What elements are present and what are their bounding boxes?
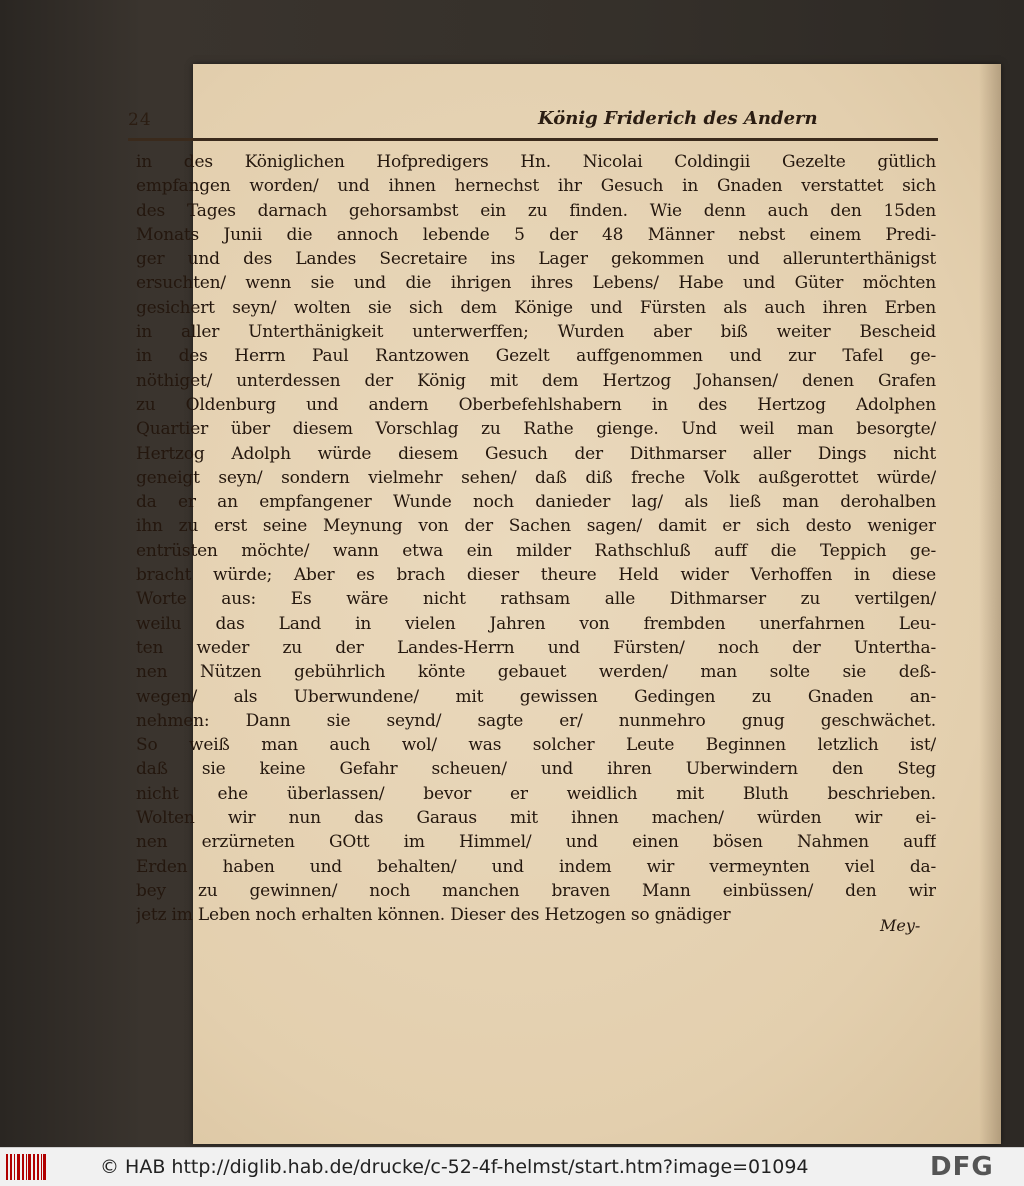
catchword: Mey- — [880, 916, 921, 935]
text-line: nöthiget/ unterdessen der König mit dem Hertzog Johansen/ denen Grafen — [136, 370, 936, 391]
text-line: Wolten wir nun das Garaus mit ihnen machen/ würden wir ei- — [136, 808, 936, 829]
text-line: nen Nützen gebührlich könte gebauet werden/ man solte sie deß- — [136, 662, 936, 683]
page-number: 24 — [128, 110, 152, 130]
hab-barcode-icon — [6, 1154, 46, 1180]
text-line: nen erzürneten GOtt im Himmel/ und einen bösen Nahmen auff — [136, 832, 936, 853]
text-line: bey zu gewinnen/ noch manchen braven Mann einbüssen/ den wir — [136, 880, 936, 901]
text-line: nehmen: Dann sie seynd/ sagte er/ nunmehro gnug geschwächet. — [136, 710, 936, 731]
text-line: ger und des Landes Secretaire ins Lager gekommen und allerunterthänigst — [136, 249, 936, 270]
text-line: ten weder zu der Landes-Herrn und Fürsten/ noch der Untertha- — [136, 637, 936, 658]
text-line: da er an empfangener Wunde noch danieder lag/ als ließ man derohalben — [136, 492, 936, 513]
text-line: wegen/ als Uberwundene/ mit gewissen Gedingen zu Gnaden an- — [136, 686, 936, 707]
text-line: Erden haben und behalten/ und indem wir vermeynten viel da- — [136, 856, 936, 877]
page-edge-shadow — [979, 64, 1001, 1144]
text-line: So weiß man auch wol/ was solcher Leute Beginnen letzlich ist/ — [136, 735, 936, 756]
text-line: ihn zu erst seine Meynung von der Sachen sagen/ damit er sich desto weniger — [136, 516, 936, 537]
dfg-logo: DFG — [930, 1152, 994, 1182]
text-line: Quartier über diesem Vorschlag zu Rathe gienge. Und weil man besorgte/ — [136, 419, 936, 440]
text-line: des Tages darnach gehorsambst ein zu finden. Wie denn auch den 15den — [136, 200, 936, 221]
text-line: geneigt seyn/ sondern vielmehr sehen/ daß diß freche Volk außgerottet würde/ — [136, 467, 936, 488]
running-title: König Friderich des Andern — [538, 108, 818, 129]
text-line: Worte aus: Es wäre nicht rathsam alle Dithmarser zu vertilgen/ — [136, 589, 936, 610]
running-head — [128, 108, 938, 136]
text-line: jetz im Leben noch erhalten können. Dieser des Hetzogen so gnädiger — [136, 905, 731, 926]
body-text — [136, 150, 936, 928]
text-line: empfangen worden/ und ihnen hernechst ihr Gesuch in Gnaden verstattet sich — [136, 176, 936, 197]
text-line: ersuchten/ wenn sie und die ihrigen ihres Lebens/ Habe und Güter möchten — [136, 273, 936, 294]
text-line: nicht ehe überlassen/ bevor er weidlich mit Bluth beschrieben. — [136, 783, 936, 804]
text-line: daß sie keine Gefahr scheuen/ und ihren Uberwindern den Steg — [136, 759, 936, 780]
text-line: Hertzog Adolph würde diesem Gesuch der Dithmarser aller Dings nicht — [136, 443, 936, 464]
viewer-footer — [0, 1147, 1024, 1186]
text-line: gesichert seyn/ wolten sie sich dem Könige und Fürsten als auch ihren Erben — [136, 297, 936, 318]
text-line: zu Oldenburg und andern Oberbefehlshabern in des Hertzog Adolphen — [136, 394, 936, 415]
header-rule — [128, 138, 938, 141]
text-line: bracht würde; Aber es brach dieser theure Held wider Verhoffen in diese — [136, 565, 936, 586]
text-line: weilu das Land in vielen Jahren von frembden unerfahrnen Leu- — [136, 613, 936, 634]
text-line: in des Königlichen Hofpredigers Hn. Nicolai Coldingii Gezelte gütlich — [136, 152, 936, 172]
text-line: in aller Unterthänigkeit unterwerffen; Wurden aber biß weiter Bescheid — [136, 322, 936, 343]
text-line: Monats Junii die annoch lebende 5 der 48 Männer nebst einem Predi- — [136, 224, 936, 245]
copyright-link[interactable]: © HAB http://diglib.hab.de/drucke/c-52-4f-helmst/start.htm?image=01094 — [100, 1156, 809, 1178]
text-line: entrüsten möchte/ wann etwa ein milder Rathschluß auff die Teppich ge- — [136, 540, 936, 561]
text-line: in des Herrn Paul Rantzowen Gezelt auffgenommen und zur Tafel ge- — [136, 346, 936, 367]
